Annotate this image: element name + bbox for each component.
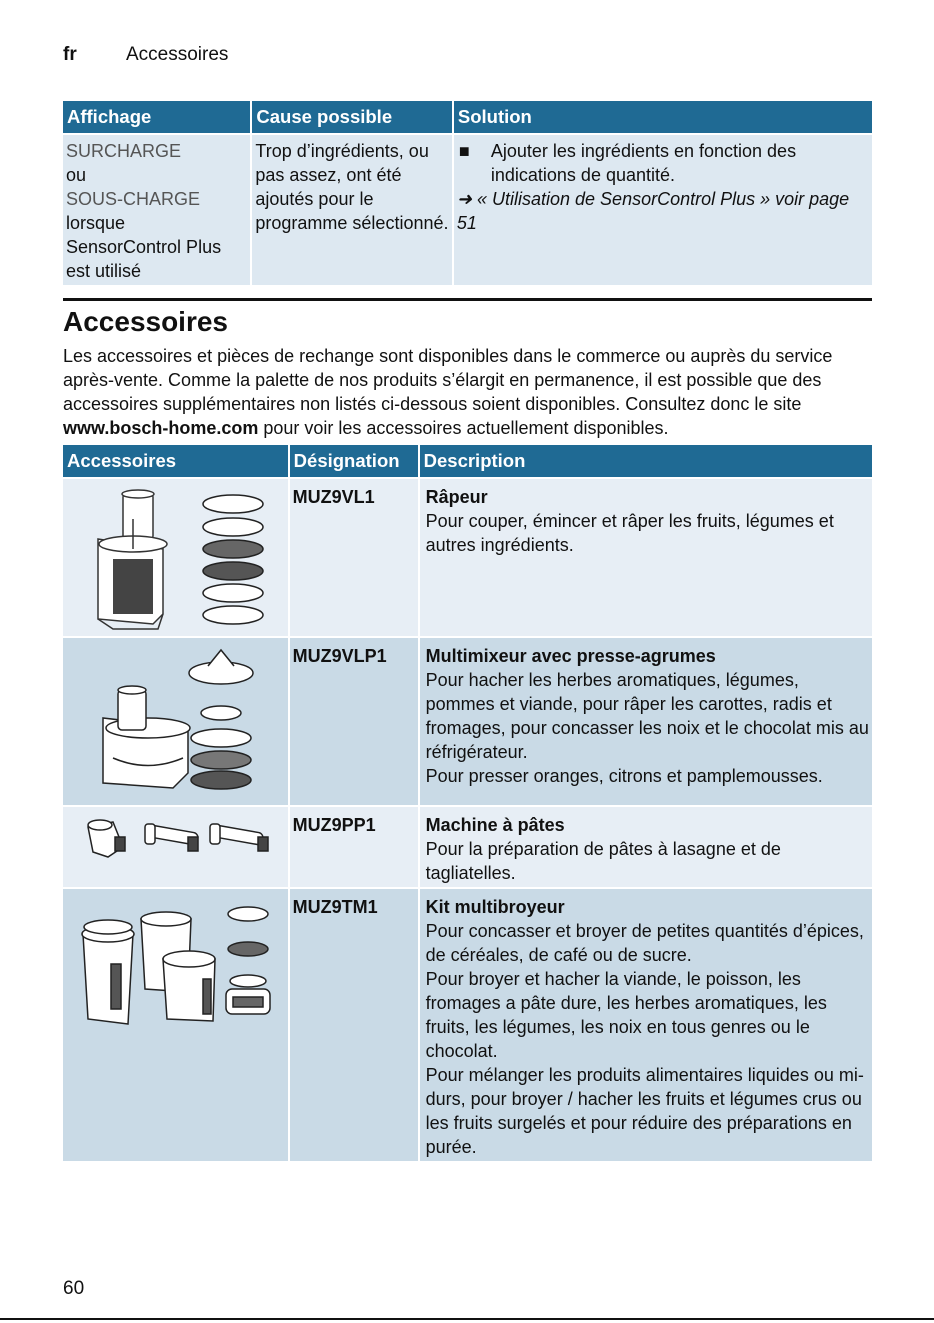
- intro-text: Les accessoires et pièces de rechange sont disponibles dans le commerce ou auprès du service après-vente. Comme la palette de nos produits s’élargit en permanence, il est possible que des accessoires supplémentaires non listés ci-dessous soient disponibles. Consultez donc le site: [63, 346, 833, 414]
- language-code: fr: [63, 44, 77, 65]
- display-line: ou: [66, 165, 87, 185]
- description-cell: [420, 807, 872, 887]
- description-cell: [420, 479, 872, 636]
- accessory-image-cell: [63, 638, 288, 805]
- column-header-description: Description: [420, 445, 872, 477]
- table-row: [63, 889, 872, 1161]
- table-header-row: [63, 445, 872, 477]
- display-line: SURCHARGE: [66, 141, 182, 161]
- description-cell: [420, 638, 872, 805]
- solution-cell: [454, 135, 872, 285]
- table-row: [63, 807, 872, 887]
- page-number: 60: [63, 1278, 85, 1299]
- accessories-table: [61, 443, 874, 1163]
- table-row: [63, 135, 872, 285]
- cross-reference-text: « Utilisation de SensorControl Plus » voir page 51: [456, 189, 850, 233]
- intro-text-end: pour voir les accessoires actuellement disponibles.: [258, 418, 669, 438]
- accessory-name: Kit multibroyeur: [425, 897, 565, 917]
- display-line: SOUS-CHARGE: [66, 189, 201, 209]
- accessory-image-cell: [63, 479, 288, 636]
- accessory-description-extra: Pour mélanger les produits alimentaires liquides ou mi-durs, pour broyer / hacher les fruits et légumes crus ou les fruits surgelés et pour réduire des préparations en purée.: [425, 1065, 864, 1157]
- multimixer-accessory-image: [63, 638, 286, 805]
- display-line: est utilisé: [66, 261, 142, 281]
- accessory-image-cell: [63, 807, 288, 887]
- column-header-display: Affichage: [63, 101, 250, 133]
- accessory-description: Pour couper, émincer et râper les fruits, légumes et autres ingrédients.: [425, 511, 834, 555]
- accessory-description: Pour la préparation de pâtes à lasagne et de tagliatelles.: [425, 839, 781, 883]
- display-line: SensorControl Plus: [66, 237, 222, 257]
- solution-bullet-item: [457, 139, 869, 187]
- troubleshooting-table: [61, 99, 874, 287]
- column-header-cause: Cause possible: [252, 101, 451, 133]
- column-header-designation: Désignation: [290, 445, 418, 477]
- accessory-description: Pour hacher les herbes aromatiques, légumes, pommes et viande, pour râper les carottes, radis et fromages, pour concasser les noix et le chocolat mis au réfrigérateur.: [425, 670, 869, 762]
- cause-cell: Trop d’ingrédients, ou pas assez, ont été ajoutés pour le programme sélectionné.: [252, 135, 451, 285]
- cross-reference: [457, 187, 869, 235]
- designation-cell: MUZ9VL1: [290, 479, 418, 636]
- website-link: www.bosch-home.com: [63, 418, 259, 438]
- designation-cell: MUZ9TM1: [290, 889, 418, 1161]
- column-header-solution: Solution: [454, 101, 872, 133]
- description-cell: [420, 889, 872, 1161]
- accessory-description-extra: Pour presser oranges, citrons et pamplemousses.: [425, 766, 823, 786]
- page-bottom-divider: [0, 1318, 934, 1320]
- accessory-name: Râpeur: [425, 487, 488, 507]
- designation-cell: MUZ9PP1: [290, 807, 418, 887]
- solution-bullet-text: Ajouter les ingrédients en fonction des indications de quantité.: [490, 141, 797, 185]
- table-row: [63, 638, 872, 805]
- intro-paragraph: [63, 344, 875, 440]
- accessory-image-cell: [63, 889, 288, 1161]
- pasta-maker-accessory-image: [63, 807, 286, 879]
- table-row: [63, 479, 872, 636]
- running-header-title: Accessoires: [126, 44, 229, 65]
- arrow-right-icon: ➜: [456, 189, 472, 209]
- accessory-name: Multimixeur avec presse-agrumes: [425, 646, 716, 666]
- display-cell: [63, 135, 250, 285]
- column-header-accessories: Accessoires: [63, 445, 288, 477]
- square-bullet-icon: ■: [458, 141, 470, 161]
- designation-cell: MUZ9VLP1: [290, 638, 418, 805]
- accessory-description-extra: Pour broyer et hacher la viande, le poisson, les fromages a pâte dure, les herbes aromatiques, les fruits, les légumes, les noix en tous genres ou le chocolat.: [425, 969, 827, 1061]
- section-divider: [63, 298, 872, 301]
- table-header-row: [63, 101, 872, 133]
- section-title: Accessoires: [63, 306, 229, 337]
- multi-grinder-kit-accessory-image: [63, 889, 286, 1153]
- grater-accessory-image: [63, 479, 286, 636]
- accessory-name: Machine à pâtes: [425, 815, 565, 835]
- accessory-description: Pour concasser et broyer de petites quantités d’épices, de céréales, de café ou de sucre.: [425, 921, 864, 965]
- display-line: lorsque: [66, 213, 126, 233]
